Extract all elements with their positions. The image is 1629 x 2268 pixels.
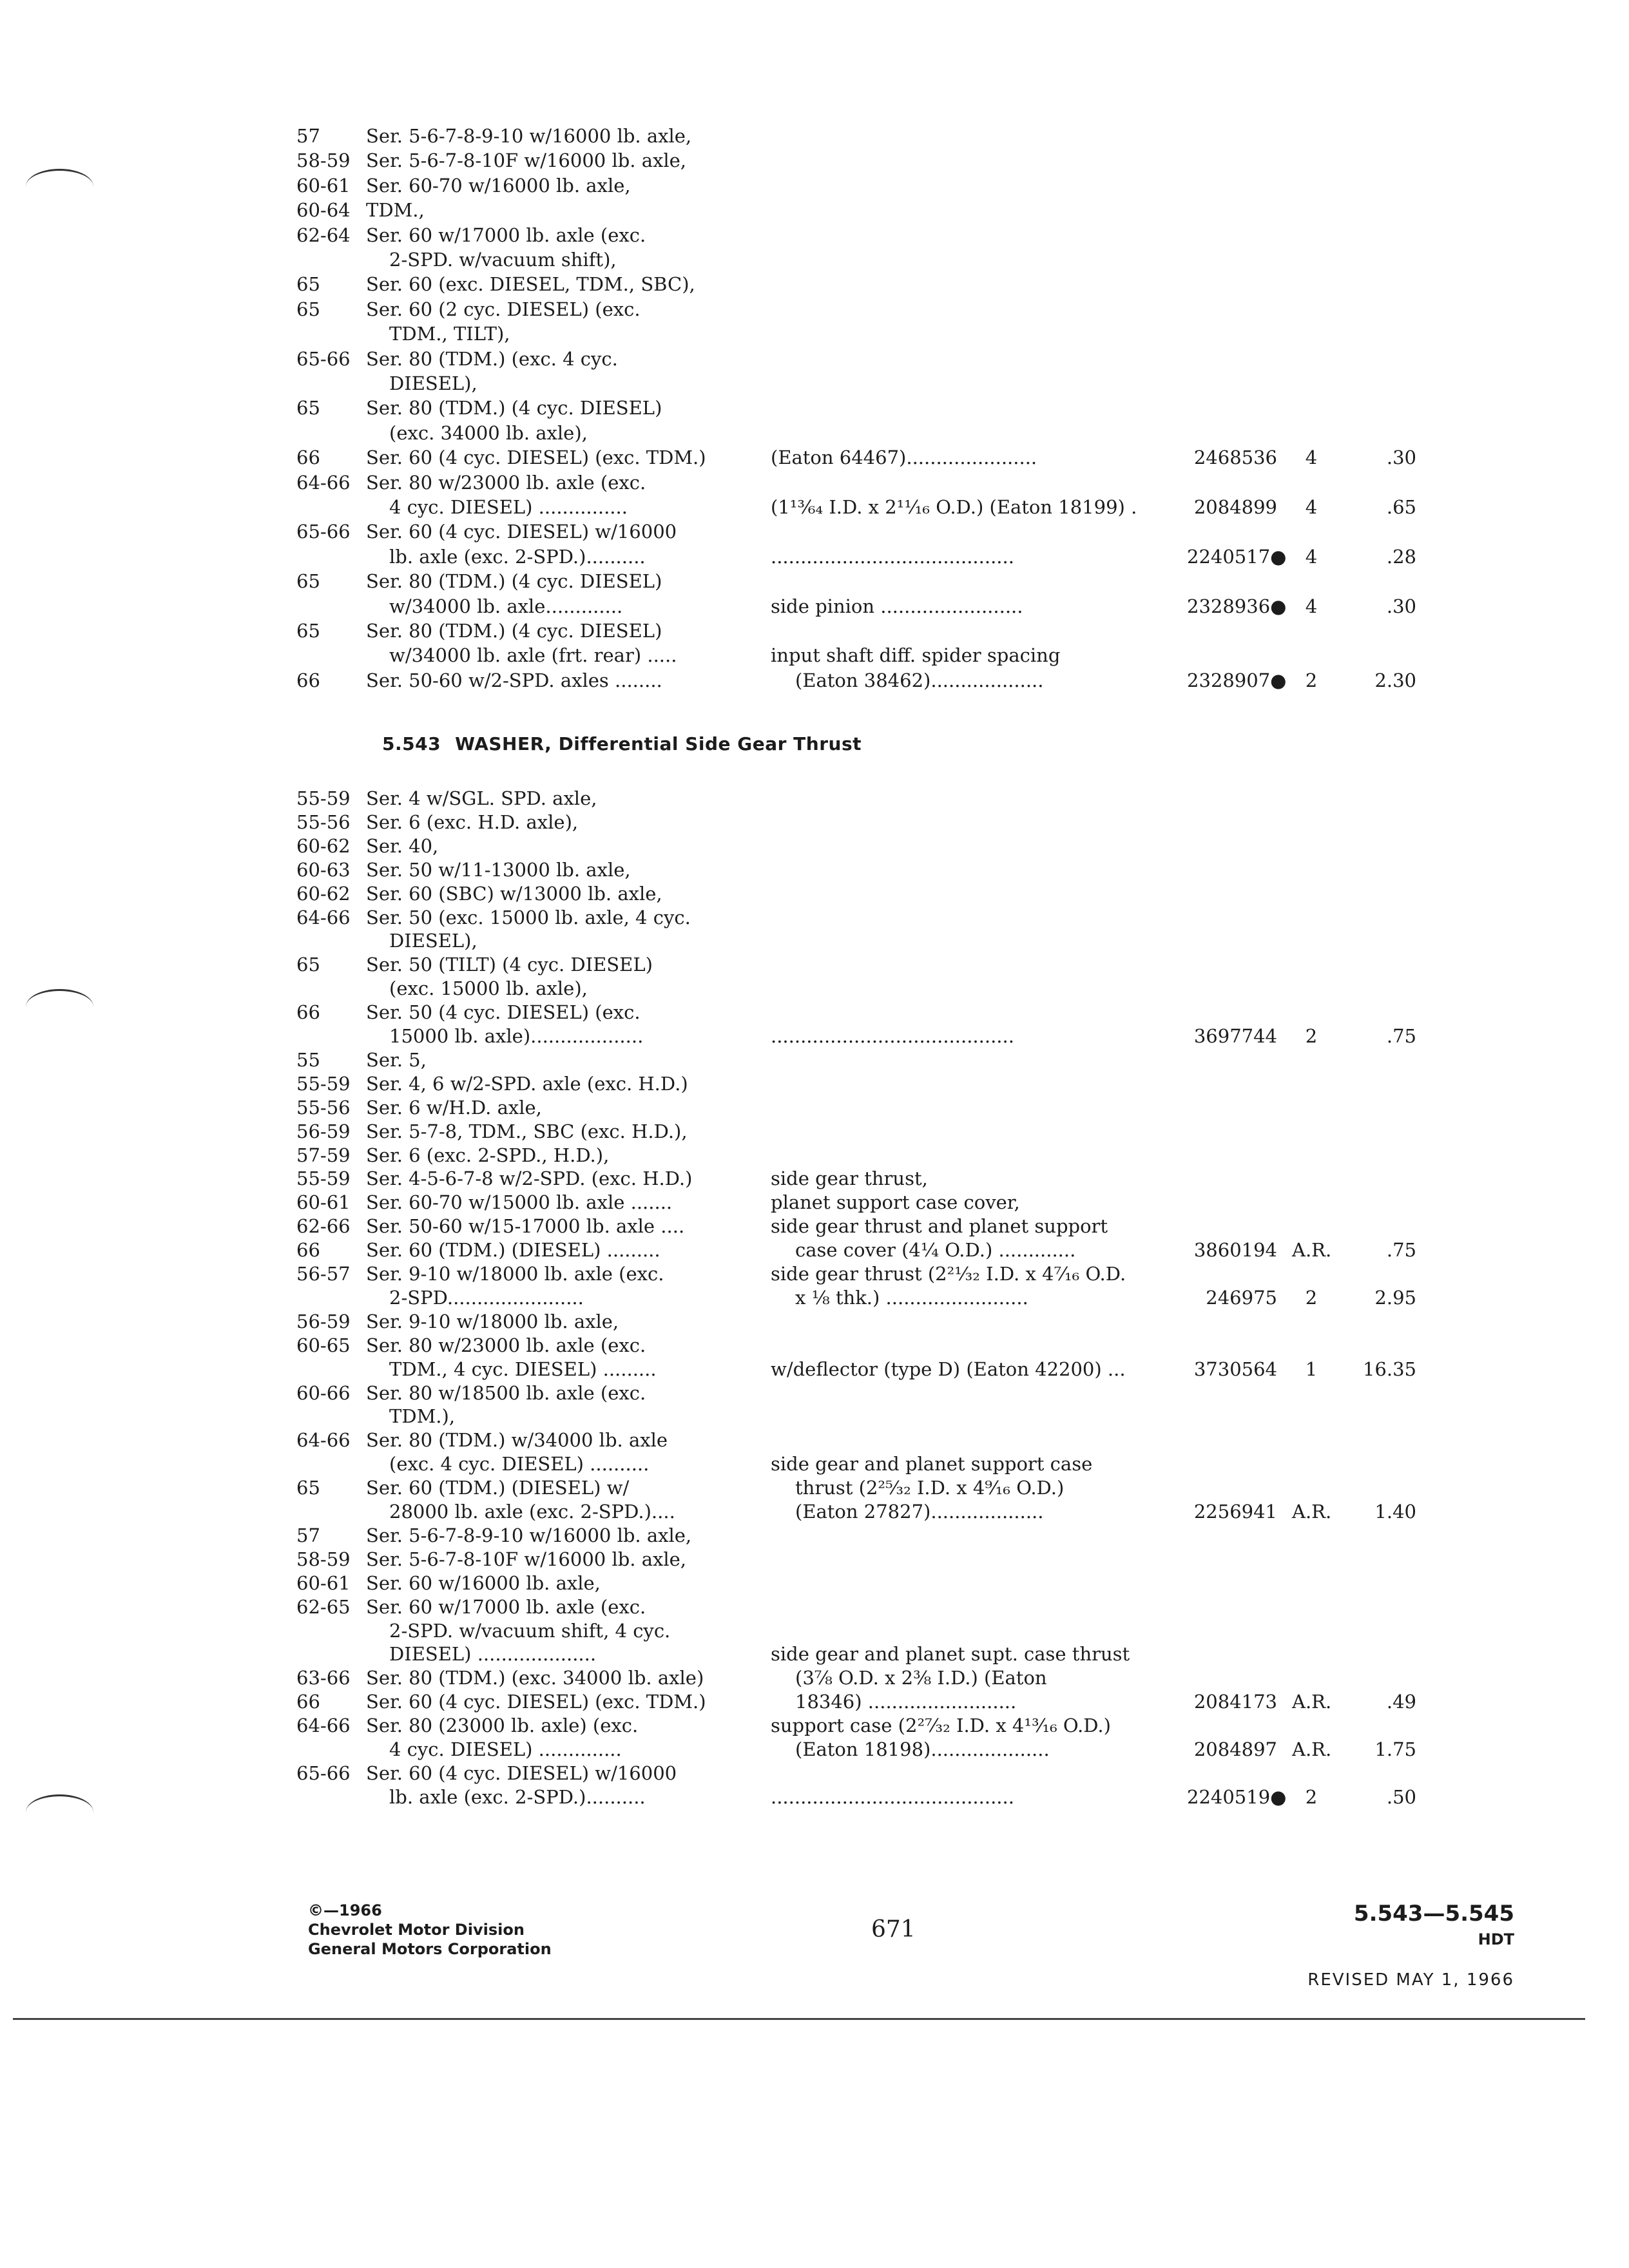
- part-description: case cover (4¼ O.D.) .............: [795, 1239, 1076, 1262]
- year-range: 66: [296, 1001, 320, 1024]
- part-description: w/deflector (type D) (Eaton 42200) ...: [771, 1358, 1126, 1380]
- part-description: side gear thrust (2²¹⁄₃₂ I.D. x 4⁷⁄₁₆ O.D.: [771, 1263, 1126, 1285]
- part-number: 2240517●: [1187, 545, 1287, 568]
- model-application: TDM.),: [389, 1405, 456, 1428]
- table-row: [0, 198, 1629, 222]
- model-application: Ser. 80 (TDM.) (exc. 4 cyc.: [366, 347, 618, 370]
- quantity: 2: [1305, 1286, 1318, 1309]
- part-number: 2084173: [1193, 1691, 1277, 1713]
- table-row: [0, 976, 1629, 1001]
- year-range: 58-59: [296, 149, 351, 172]
- table-row: [0, 1523, 1629, 1548]
- year-range: 65-66: [296, 521, 351, 543]
- year-range: 60-61: [296, 174, 351, 197]
- year-range: 64-66: [296, 1715, 351, 1737]
- model-application: Ser. 6 w/H.D. axle,: [366, 1096, 542, 1119]
- model-application: lb. axle (exc. 2-SPD.)..........: [389, 545, 646, 568]
- model-application: Ser. 80 (TDM.) w/34000 lb. axle: [366, 1429, 668, 1452]
- year-range: 62-65: [296, 1595, 351, 1618]
- part-description: .........................................: [771, 1025, 1014, 1047]
- part-description: side gear and planet support case: [771, 1453, 1093, 1475]
- list-price: .75: [1386, 1025, 1416, 1047]
- quantity: 4: [1305, 545, 1318, 568]
- table-row: [0, 1357, 1629, 1381]
- year-range: 66: [296, 447, 320, 469]
- model-application: lb. axle (exc. 2-SPD.)..........: [389, 1785, 646, 1808]
- table-row: [0, 1404, 1629, 1428]
- table-row: [0, 1737, 1629, 1762]
- model-application: Ser. 5,: [366, 1048, 427, 1071]
- model-application: Ser. 60 w/17000 lb. axle (exc.: [366, 1595, 646, 1618]
- table-row: [0, 519, 1629, 544]
- part-description: (Eaton 18198)....................: [795, 1738, 1050, 1760]
- list-price: 2.95: [1374, 1286, 1416, 1309]
- footer-publisher: [308, 1901, 552, 1959]
- model-application: (exc. 4 cyc. DIESEL) ..........: [389, 1453, 650, 1475]
- table-row: [0, 297, 1629, 322]
- model-application: Ser. 60 (exc. DIESEL, TDM., SBC),: [366, 273, 695, 296]
- year-range: 64-66: [296, 906, 351, 928]
- part-description: support case (2²⁷⁄₃₂ I.D. x 4¹³⁄₁₆ O.D.): [771, 1715, 1111, 1737]
- model-application: Ser. 80 w/18500 lb. axle (exc.: [366, 1381, 646, 1404]
- list-price: .75: [1386, 1239, 1416, 1262]
- part-description: side gear thrust and planet support: [771, 1215, 1108, 1238]
- model-application: Ser. 50-60 w/15-17000 lb. axle ....: [366, 1215, 685, 1238]
- year-range: 66: [296, 1691, 320, 1713]
- model-application: 2-SPD. w/vacuum shift, 4 cyc.: [389, 1619, 671, 1642]
- part-number: 2328936●: [1187, 595, 1287, 617]
- table-row: [0, 1499, 1629, 1524]
- model-application: Ser. 60 (4 cyc. DIESEL) w/16000: [366, 521, 677, 543]
- footer-rule: [13, 2018, 1585, 2020]
- model-application: Ser. 60-70 w/15000 lb. axle .......: [366, 1191, 673, 1214]
- year-range: 60-61: [296, 1571, 351, 1594]
- year-range: 55-56: [296, 1096, 351, 1119]
- table-row: [0, 1666, 1629, 1690]
- table-row: [0, 1333, 1629, 1358]
- table-row: [0, 1119, 1629, 1144]
- model-application: TDM.,: [366, 199, 425, 222]
- model-application: Ser. 4-5-6-7-8 w/2-SPD. (exc. H.D.): [366, 1168, 693, 1190]
- copyright: ©—1966: [308, 1901, 382, 1919]
- table-row: [0, 148, 1629, 173]
- year-range: 65: [296, 397, 320, 419]
- table-row: [0, 495, 1629, 519]
- table-row: [0, 1238, 1629, 1262]
- table-row: [0, 322, 1629, 346]
- table-row: [0, 1642, 1629, 1666]
- table-row: [0, 834, 1629, 858]
- year-range: 65: [296, 954, 320, 976]
- year-range: 57-59: [296, 1144, 351, 1166]
- model-application: Ser. 5-6-7-8-9-10 w/16000 lb. axle,: [366, 125, 692, 147]
- model-application: Ser. 60 w/16000 lb. axle,: [366, 1571, 601, 1594]
- model-application: Ser. 5-6-7-8-10F w/16000 lb. axle,: [366, 1548, 687, 1570]
- year-range: 60-62: [296, 882, 351, 905]
- model-application: Ser. 50 w/11-13000 lb. axle,: [366, 858, 631, 881]
- year-range: 66: [296, 1239, 320, 1262]
- list-price: 1.40: [1374, 1501, 1416, 1523]
- model-application: Ser. 80 (TDM.) (4 cyc. DIESEL): [366, 620, 662, 642]
- part-description: (1¹³⁄₆₄ I.D. x 2¹¹⁄₁₆ O.D.) (Eaton 18199) .: [771, 496, 1137, 518]
- year-range: 65-66: [296, 1762, 351, 1784]
- year-range: 65: [296, 570, 320, 593]
- quantity: 4: [1305, 447, 1318, 469]
- table-row: [0, 1547, 1629, 1571]
- model-application: DIESEL),: [389, 930, 477, 952]
- part-number: 2240519●: [1187, 1785, 1287, 1808]
- model-application: Ser. 50 (TILT) (4 cyc. DIESEL): [366, 954, 653, 976]
- table-row: [0, 1143, 1629, 1168]
- table-row: [0, 1452, 1629, 1476]
- catalog-code: HDT: [1478, 1930, 1514, 1948]
- quantity: A.R.: [1292, 1239, 1332, 1262]
- year-range: 62-64: [296, 224, 351, 246]
- model-application: TDM., 4 cyc. DIESEL) .........: [389, 1358, 657, 1380]
- model-application: Ser. 60 w/17000 lb. axle (exc.: [366, 224, 646, 246]
- quantity: 1: [1305, 1358, 1318, 1380]
- model-application: Ser. 50-60 w/2-SPD. axles ........: [366, 669, 662, 691]
- model-application: 2-SPD.......................: [389, 1286, 584, 1309]
- table-row: [0, 668, 1629, 693]
- quantity: 4: [1305, 595, 1318, 617]
- model-application: 2-SPD. w/vacuum shift),: [389, 249, 617, 271]
- list-price: 1.75: [1374, 1738, 1416, 1760]
- year-range: 60-65: [296, 1334, 351, 1356]
- table-row: [0, 643, 1629, 668]
- part-number: 2084897: [1193, 1738, 1277, 1760]
- table-row: [0, 544, 1629, 569]
- model-application: 4 cyc. DIESEL) ...............: [389, 496, 628, 518]
- table-row: [0, 1761, 1629, 1785]
- year-range: 64-66: [296, 471, 351, 494]
- part-number: 3860194: [1193, 1239, 1277, 1262]
- model-application: Ser. 80 w/23000 lb. axle (exc.: [366, 1334, 646, 1356]
- model-application: 4 cyc. DIESEL) ..............: [389, 1738, 622, 1760]
- year-range: 60-62: [296, 834, 351, 857]
- part-description: (Eaton 64467)......................: [771, 447, 1037, 469]
- page-number: 671: [871, 1916, 916, 1943]
- year-range: 55-59: [296, 1072, 351, 1095]
- model-application: Ser. 5-6-7-8-9-10 w/16000 lb. axle,: [366, 1524, 692, 1546]
- model-application: Ser. 6 (exc. 2-SPD., H.D.),: [366, 1144, 610, 1166]
- year-range: 65: [296, 273, 320, 296]
- model-application: Ser. 4, 6 w/2-SPD. axle (exc. H.D.): [366, 1072, 688, 1095]
- quantity: 2: [1305, 1025, 1318, 1047]
- part-description: input shaft diff. spider spacing: [771, 644, 1061, 667]
- list-price: .30: [1386, 595, 1416, 617]
- part-number: 2256941: [1193, 1501, 1277, 1523]
- table-row: [0, 445, 1629, 470]
- table-row: [0, 1095, 1629, 1120]
- table-row: [0, 1428, 1629, 1452]
- table-row: [0, 1713, 1629, 1738]
- quantity: A.R.: [1292, 1501, 1332, 1523]
- table-row: [0, 810, 1629, 834]
- table-row: [0, 594, 1629, 619]
- part-number: 2084899: [1193, 496, 1277, 518]
- table-row: [0, 124, 1629, 148]
- table-row: [0, 272, 1629, 296]
- year-range: 60-63: [296, 858, 351, 881]
- model-application: TDM., TILT),: [389, 323, 510, 345]
- part-number: 246975: [1206, 1286, 1277, 1309]
- table-row: [0, 1214, 1629, 1238]
- table-row: [0, 1619, 1629, 1643]
- year-range: 57: [296, 125, 320, 147]
- model-application: Ser. 40,: [366, 834, 439, 857]
- part-description: 18346) .........................: [795, 1691, 1017, 1713]
- quantity: 2: [1305, 669, 1318, 691]
- model-application: Ser. 9-10 w/18000 lb. axle,: [366, 1310, 619, 1332]
- year-range: 62-66: [296, 1215, 351, 1238]
- quantity: A.R.: [1292, 1738, 1332, 1760]
- year-range: 57: [296, 1524, 320, 1546]
- model-application: DIESEL),: [389, 372, 477, 394]
- section-number: 5.543: [382, 733, 441, 754]
- section-title: WASHER, Differential Side Gear Thrust: [455, 733, 862, 754]
- revision-date: REVISED MAY 1, 1966: [1307, 1970, 1514, 1990]
- year-range: 55-56: [296, 811, 351, 833]
- corporation-name: General Motors Corporation: [308, 1940, 552, 1958]
- part-number: 3730564: [1193, 1358, 1277, 1380]
- division-name: Chevrolet Motor Division: [308, 1921, 525, 1939]
- table-row: [0, 1262, 1629, 1286]
- table-row: [0, 247, 1629, 272]
- table-row: [0, 1166, 1629, 1191]
- model-application: w/34000 lb. axle.............: [389, 595, 623, 617]
- model-application: Ser. 60 (SBC) w/13000 lb. axle,: [366, 882, 662, 905]
- table-row: [0, 1785, 1629, 1809]
- table-row: [0, 1595, 1629, 1619]
- part-number: 2328907●: [1187, 669, 1287, 691]
- part-description: side pinion ........................: [771, 595, 1023, 617]
- part-description: (3⅞ O.D. x 2⅜ I.D.) (Eaton: [795, 1667, 1047, 1689]
- table-row: [0, 173, 1629, 198]
- model-application: DIESEL) ....................: [389, 1643, 597, 1666]
- table-row: [0, 347, 1629, 371]
- part-number: 3697744: [1193, 1025, 1277, 1047]
- part-description: .........................................: [771, 1785, 1014, 1808]
- year-range: 60-66: [296, 1381, 351, 1404]
- section-heading: [382, 733, 862, 754]
- model-application: Ser. 60 (4 cyc. DIESEL) (exc. TDM.): [366, 1691, 706, 1713]
- year-range: 60-61: [296, 1191, 351, 1214]
- model-application: Ser. 50 (exc. 15000 lb. axle, 4 cyc.: [366, 906, 691, 928]
- table-row: [0, 569, 1629, 593]
- part-description: side gear and planet supt. case thrust: [771, 1643, 1130, 1666]
- year-range: 66: [296, 669, 320, 691]
- list-price: .65: [1386, 496, 1416, 518]
- list-price: .30: [1386, 447, 1416, 469]
- year-range: 56-59: [296, 1120, 351, 1142]
- table-row: [0, 421, 1629, 445]
- part-number: 2468536: [1193, 447, 1277, 469]
- year-range: 58-59: [296, 1548, 351, 1570]
- model-application: Ser. 60 (4 cyc. DIESEL) (exc. TDM.): [366, 447, 706, 469]
- part-description: x ⅛ thk.) ........................: [795, 1286, 1028, 1309]
- model-application: Ser. 9-10 w/18000 lb. axle (exc.: [366, 1263, 664, 1285]
- model-application: 28000 lb. axle (exc. 2-SPD.)....: [389, 1501, 675, 1523]
- model-application: Ser. 80 w/23000 lb. axle (exc.: [366, 471, 646, 494]
- table-row: [0, 1689, 1629, 1714]
- year-range: 60-64: [296, 199, 351, 222]
- table-row: [0, 1000, 1629, 1024]
- part-description: (Eaton 27827)...................: [795, 1501, 1044, 1523]
- quantity: 2: [1305, 1785, 1318, 1808]
- table-row: [0, 858, 1629, 882]
- table-row: [0, 881, 1629, 906]
- year-range: 63-66: [296, 1667, 351, 1689]
- model-application: Ser. 80 (TDM.) (4 cyc. DIESEL): [366, 570, 662, 593]
- list-price: .50: [1386, 1785, 1416, 1808]
- model-application: Ser. 5-7-8, TDM., SBC (exc. H.D.),: [366, 1120, 688, 1142]
- model-application: Ser. 60 (TDM.) (DIESEL) .........: [366, 1239, 660, 1262]
- section-range: 5.543—5.545: [1353, 1901, 1514, 1927]
- year-range: 64-66: [296, 1429, 351, 1452]
- part-description: thrust (2²⁵⁄₃₂ I.D. x 4⁹⁄₁₆ O.D.): [795, 1477, 1065, 1499]
- year-range: 56-57: [296, 1263, 351, 1285]
- year-range: 55-59: [296, 787, 351, 809]
- model-application: Ser. 60 (2 cyc. DIESEL) (exc.: [366, 298, 641, 320]
- quantity: A.R.: [1292, 1691, 1332, 1713]
- table-row: [0, 1381, 1629, 1405]
- table-row: [0, 1024, 1629, 1048]
- table-row: [0, 371, 1629, 396]
- list-price: 2.30: [1374, 669, 1416, 691]
- list-price: .28: [1386, 545, 1416, 568]
- model-application: Ser. 60 (TDM.) (DIESEL) w/: [366, 1477, 630, 1499]
- table-row: [0, 1190, 1629, 1215]
- year-range: 65-66: [296, 347, 351, 370]
- part-description: planet support case cover,: [771, 1191, 1020, 1214]
- table-row: [0, 928, 1629, 953]
- list-price: 16.35: [1362, 1358, 1416, 1380]
- year-range: 55: [296, 1048, 320, 1071]
- model-application: Ser. 6 (exc. H.D. axle),: [366, 811, 579, 833]
- table-row: [0, 905, 1629, 930]
- table-row: [0, 1048, 1629, 1072]
- table-row: [0, 396, 1629, 420]
- table-row: [0, 619, 1629, 643]
- table-row: [0, 1072, 1629, 1096]
- year-range: 65: [296, 298, 320, 320]
- year-range: 56-59: [296, 1310, 351, 1332]
- table-row: [0, 1309, 1629, 1334]
- model-application: Ser. 4 w/SGL. SPD. axle,: [366, 787, 597, 809]
- model-application: Ser. 60-70 w/16000 lb. axle,: [366, 174, 631, 197]
- table-row: [0, 223, 1629, 247]
- model-application: Ser. 60 (4 cyc. DIESEL) w/16000: [366, 1762, 677, 1784]
- part-description: (Eaton 38462)...................: [795, 669, 1044, 691]
- model-application: (exc. 15000 lb. axle),: [389, 977, 588, 1000]
- model-application: 15000 lb. axle)...................: [389, 1025, 644, 1047]
- table-row: [0, 1285, 1629, 1310]
- year-range: 55-59: [296, 1168, 351, 1190]
- year-range: 65: [296, 620, 320, 642]
- model-application: Ser. 80 (23000 lb. axle) (exc.: [366, 1715, 639, 1737]
- table-row: [0, 1571, 1629, 1595]
- model-application: Ser. 50 (4 cyc. DIESEL) (exc.: [366, 1001, 641, 1024]
- part-description: side gear thrust,: [771, 1168, 928, 1190]
- year-range: 65: [296, 1477, 320, 1499]
- table-row: [0, 470, 1629, 495]
- model-application: Ser. 80 (TDM.) (4 cyc. DIESEL): [366, 397, 662, 419]
- table-row: [0, 952, 1629, 977]
- quantity: 4: [1305, 496, 1318, 518]
- model-application: w/34000 lb. axle (frt. rear) .....: [389, 644, 677, 667]
- table-row: [0, 1475, 1629, 1500]
- table-row: [0, 786, 1629, 811]
- model-application: Ser. 5-6-7-8-10F w/16000 lb. axle,: [366, 149, 687, 172]
- part-description: .........................................: [771, 545, 1014, 568]
- model-application: Ser. 80 (TDM.) (exc. 34000 lb. axle): [366, 1667, 704, 1689]
- list-price: .49: [1386, 1691, 1416, 1713]
- model-application: (exc. 34000 lb. axle),: [389, 421, 588, 444]
